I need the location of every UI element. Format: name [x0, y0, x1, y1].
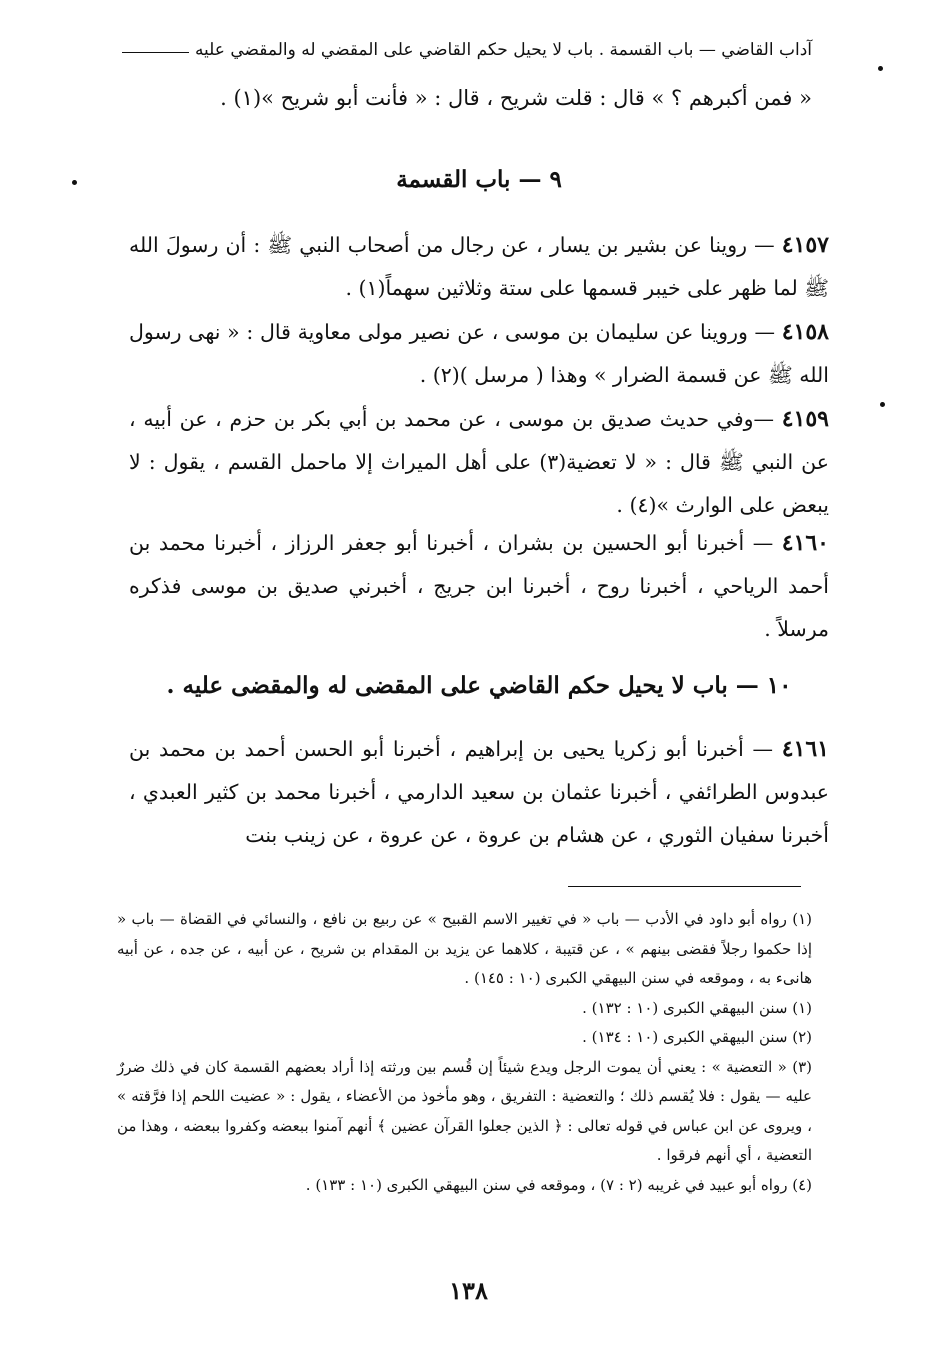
- hadith-4160: [129, 522, 829, 651]
- footnote: (١) رواه أبو داود في الأدب — باب « في تغيير الاسم القبيح » عن ربيع بن نافع ، والنسائي في القضاة — باب « إذا حكموا رجلاً فقضى بينهم » ، عن قتيبة ، كلاهما عن يزيد بن المقدام بن شريح ، عن أبيه ، عن جده ، عن أبيه هانىء به ، وموقعه في سنن البيهقي الكبرى (١٠ : ١٤٥) .: [117, 910, 812, 987]
- footnotes: [117, 905, 812, 1200]
- hadith-4159: [129, 398, 829, 527]
- hadith-number: ٤١٦١: [781, 736, 829, 762]
- scan-speck: [72, 180, 77, 185]
- hadith-text: — أخبرنا أبو زكريا يحيى بن إبراهيم ، أخبرنا أبو الحسن أحمد بن محمد بن عبدوس الطرائفي ، أخبرنا عثمان بن سعيد الدارمي ، أخبرنا محمد بن كثير العبدي ، أخبرنا سفيان الثوري ، عن هشام بن عروة ، عن عروة ، عن زينب بنت: [129, 737, 829, 847]
- running-head-text: آداب القاضي — باب القسمة . باب لا يحيل حكم القاضي على المقضي له والمقضي عليه: [194, 40, 812, 60]
- footnote: (١) سنن البيهقي الكبرى (١٠ : ١٣٢) .: [582, 998, 812, 1017]
- hadith-text: — روينا عن بشير بن يسار ، عن رجال من أصحاب النبي ﷺ : أن رسولَ الله ﷺ لما ظهر على خيبر قسمها على ستة وثلاثين سهماً(١) .: [129, 233, 829, 300]
- footnote: (٢) سنن البيهقي الكبرى (١٠ : ١٣٤) .: [582, 1028, 812, 1046]
- hadith-number: ٤١٦٠: [781, 530, 829, 556]
- footnote: (٣) « التعضية » : يعني أن يموت الرجل ويدع شيئاً إن قُسم بين ورثته إذا أراد بعضهم القسمة كان في ذلك ضررٌ عليه — يقول : فلا يُقسم ذلك ؛ والتعضية : التفريق ، وهو مأخوذ من الأعضاء ، يقول : « عضيت اللحم إذا فرَّقته » ، ويروى عن ابن عباس في قوله تعالى : ﴿ الذين جعلوا القرآن عضين ﴾ أنهم آمنوا ببعضه وكفروا ببعضه ، وهذا من التعضية ، أي أنهم فرقوا .: [117, 1057, 812, 1164]
- page-number: ١٣٨: [449, 1276, 488, 1305]
- footnote-separator: [568, 886, 801, 887]
- hadith-number: ٤١٥٧: [781, 232, 829, 258]
- running-head: [122, 40, 812, 60]
- hadith-4158: [129, 311, 829, 397]
- section-10-heading: ١٠ — باب لا يحيل حكم القاضي على المقضى له والمقضى عليه .: [166, 672, 792, 699]
- running-head-rule: [122, 52, 189, 53]
- hadith-text: — وروينا عن سليمان بن موسى ، عن نصير مولى معاوية قال : « نهى رسول الله ﷺ عن قسمة الضرار » وهذا ( مرسل )(٢) .: [129, 320, 829, 387]
- scan-speck: [878, 66, 883, 71]
- scan-speck: [880, 402, 885, 407]
- hadith-text: —وفي حديث صديق بن موسى ، عن محمد بن أبي بكر بن حزم ، عن أبيه ، عن النبي ﷺ قال : « لا تعضية(٣) على أهل الميراث إلا ماحمل القسم ، يقول : لا يبعض على الوارث »(٤) .: [129, 407, 829, 517]
- hadith-number: ٤١٥٨: [781, 319, 829, 345]
- continued-text-line: « فمن أكبرهم ؟ » قال : قلت شريح ، قال : « فأنت أبو شريح »(١) .: [220, 86, 812, 110]
- footnote: (٤) رواه أبو عبيد في غريبه (٢ : ٧) ، وموقعه في سنن البيهقي الكبرى (١٠ : ١٣٣) .: [305, 1175, 812, 1194]
- section-9-heading: ٩ — باب القسمة: [396, 166, 562, 193]
- hadith-4161: [129, 728, 829, 858]
- hadith-4157: [129, 224, 829, 310]
- hadith-text: — أخبرنا أبو الحسين بن بشران ، أخبرنا أبو جعفر الرزاز ، أخبرنا محمد بن أحمد الرياحي ، أخبرنا روح ، أخبرنا ابن جريج ، أخبرني صديق بن موسى فذكره مرسلاً .: [129, 531, 829, 641]
- hadith-number: ٤١٥٩: [781, 406, 829, 432]
